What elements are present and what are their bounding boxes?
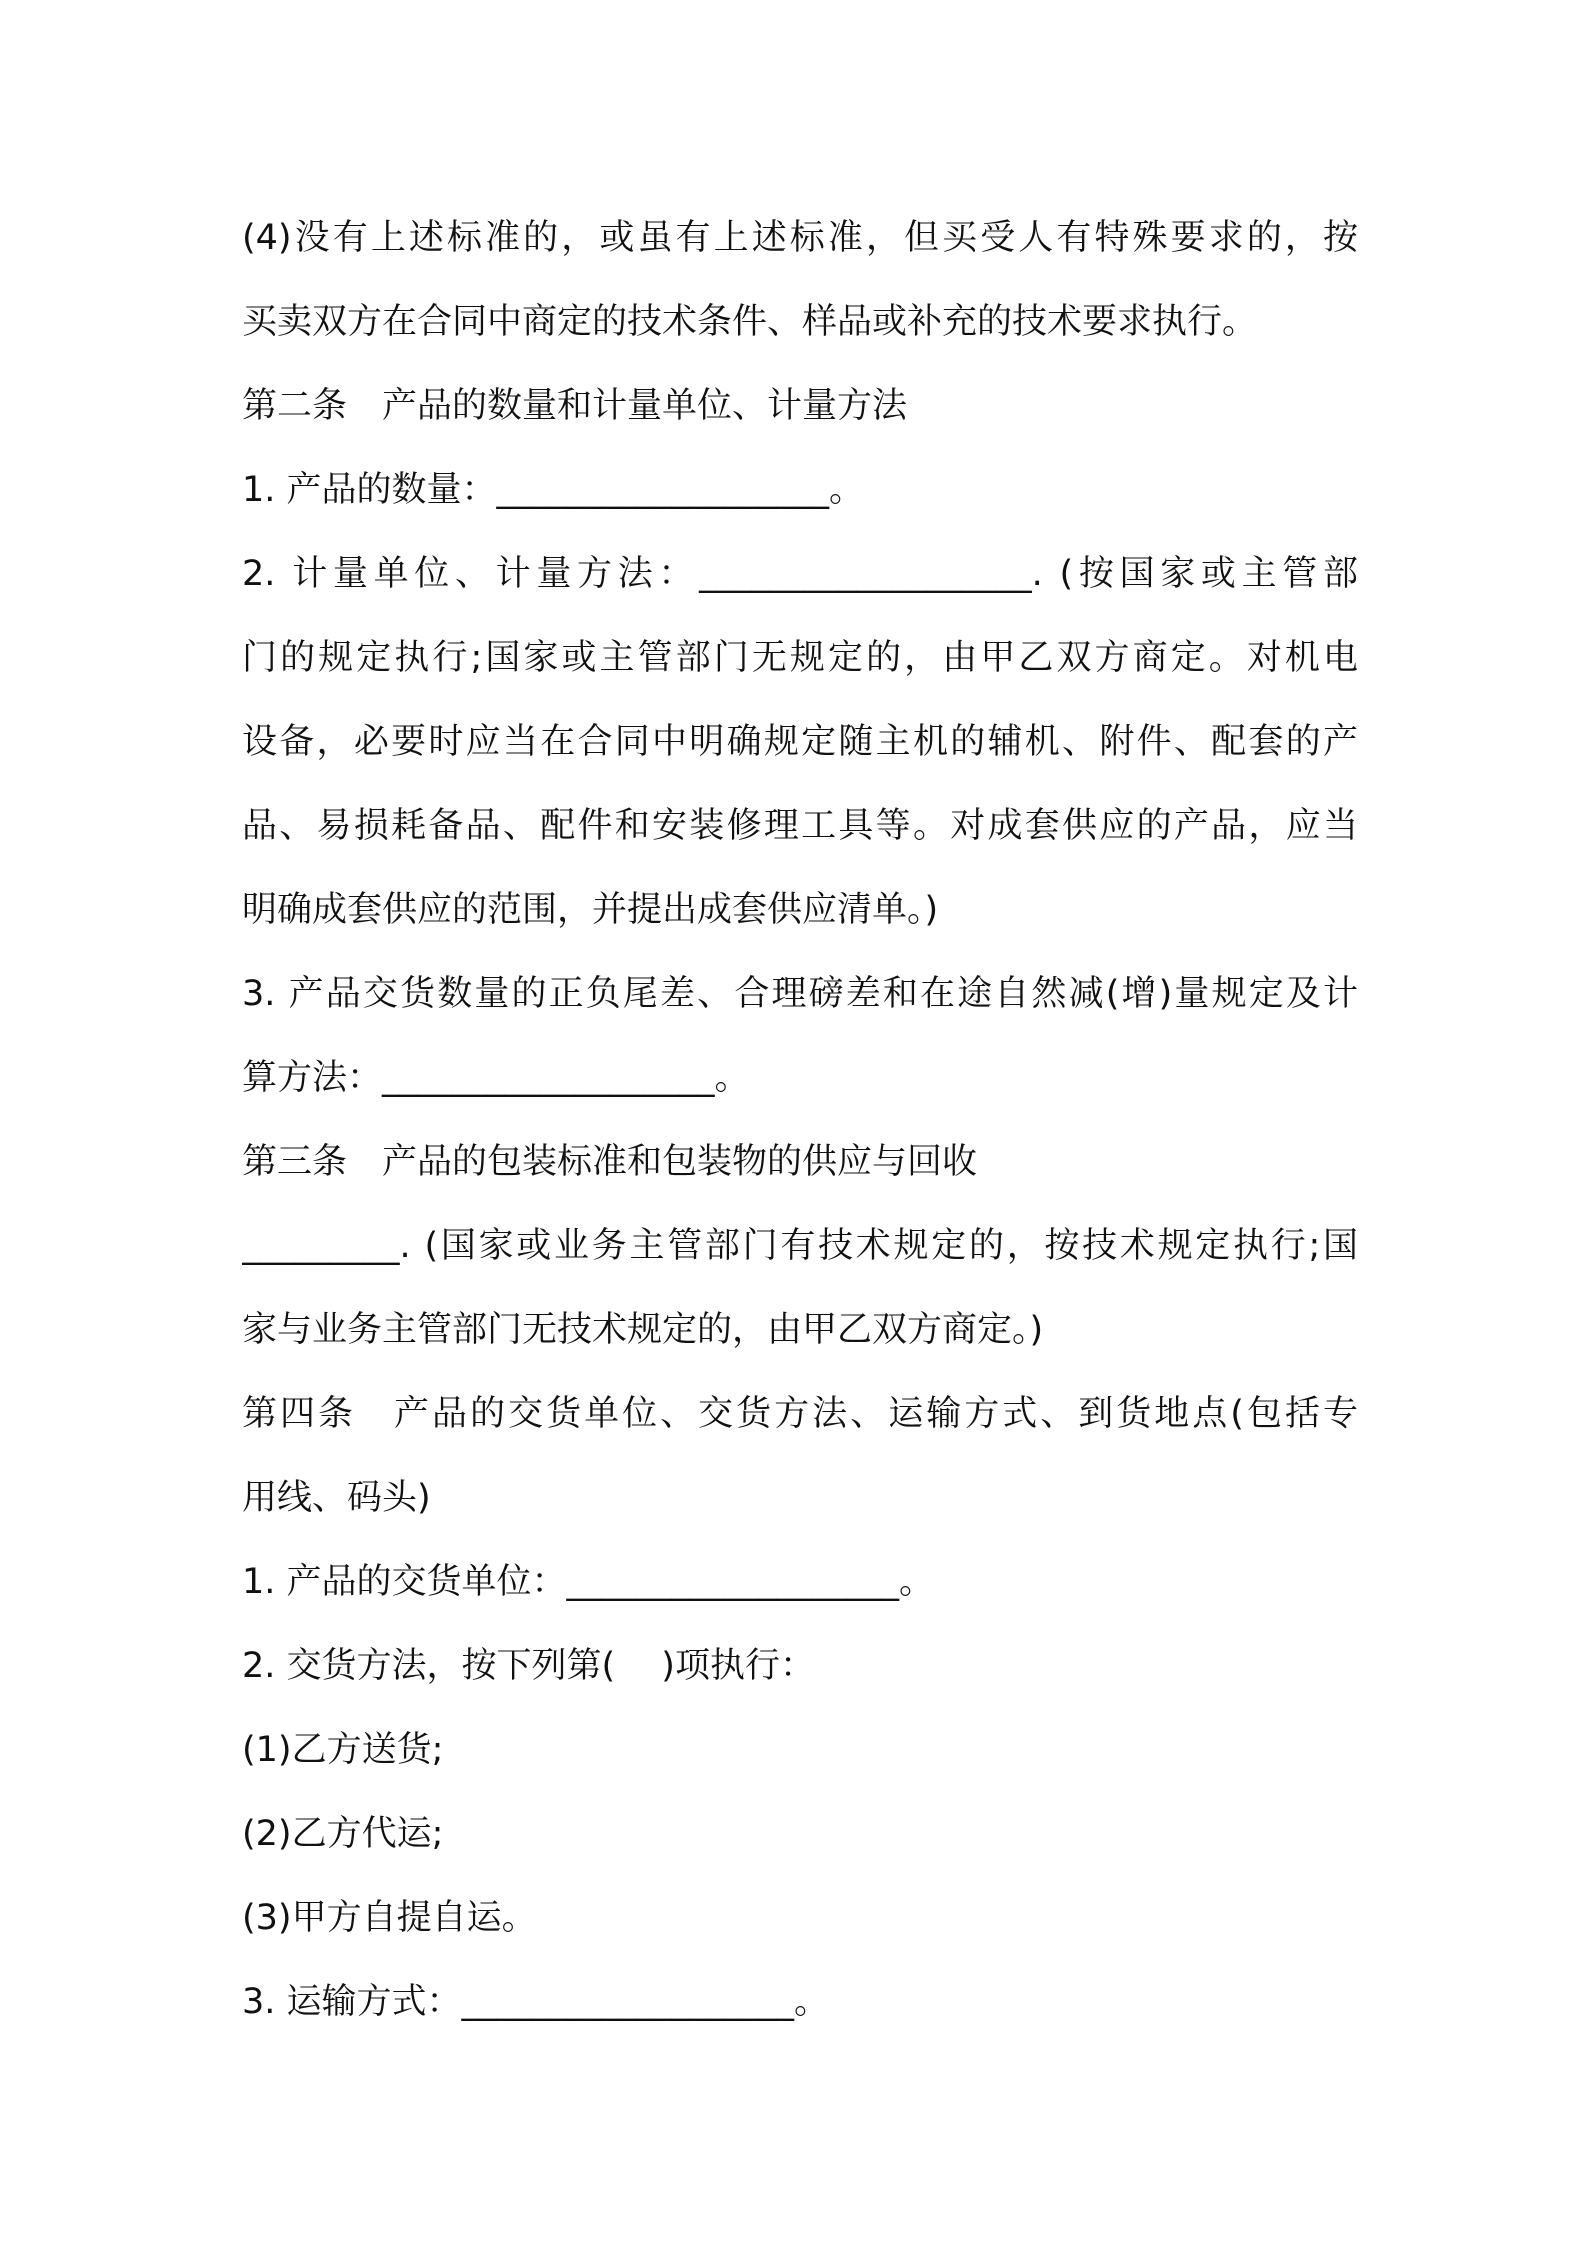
text-line: 用线、码头): [242, 1478, 431, 1518]
text-line: 2. 交货方法，按下列第( )项执行：: [242, 1646, 815, 1686]
text-line: 品、易损耗备品、配件和安装修理工具等。对成套供应的产品，应当: [242, 806, 1358, 846]
text-line: 第二条 产品的数量和计量单位、计量方法: [242, 386, 908, 426]
text-line: 第三条 产品的包装标准和包装物的供应与回收: [242, 1142, 978, 1182]
text-line: (2)乙方代运;: [242, 1814, 444, 1854]
text-line: 明确成套供应的范围，并提出成套供应清单。): [242, 890, 939, 930]
text-line: 1. 产品的数量：___________________。: [242, 470, 865, 510]
text-line: 算方法：___________________。: [242, 1058, 750, 1098]
text-line: 门的规定执行;国家或主管部门无规定的，由甲乙双方商定。对机电: [242, 638, 1358, 678]
text-line: _________. (国家或业务主管部门有技术规定的，按技术规定执行;国: [242, 1226, 1358, 1266]
text-line: 第四条 产品的交货单位、交货方法、运输方式、到货地点(包括专: [242, 1394, 1358, 1434]
text-line: (3)甲方自提自运。: [242, 1898, 537, 1938]
text-line: 3. 产品交货数量的正负尾差、合理磅差和在途自然减(增)量规定及计: [242, 974, 1358, 1014]
text-line: 买卖双方在合同中商定的技术条件、样品或补充的技术要求执行。: [242, 302, 1258, 342]
text-line: (1)乙方送货;: [242, 1730, 444, 1770]
text-line: 设备，必要时应当在合同中明确规定随主机的辅机、附件、配套的产: [242, 722, 1358, 762]
text-line: 1. 产品的交货单位：___________________。: [242, 1562, 935, 1602]
text-line: (4)没有上述标准的，或虽有上述标准，但买受人有特殊要求的，按: [242, 218, 1358, 258]
document-body: [242, 196, 1358, 2044]
text-line: 3. 运输方式：___________________。: [242, 1982, 830, 2022]
text-line: 2. 计量单位、计量方法：___________________. (按国家或主管部: [242, 554, 1358, 594]
text-line: 家与业务主管部门无技术规定的，由甲乙双方商定。): [242, 1310, 1044, 1350]
